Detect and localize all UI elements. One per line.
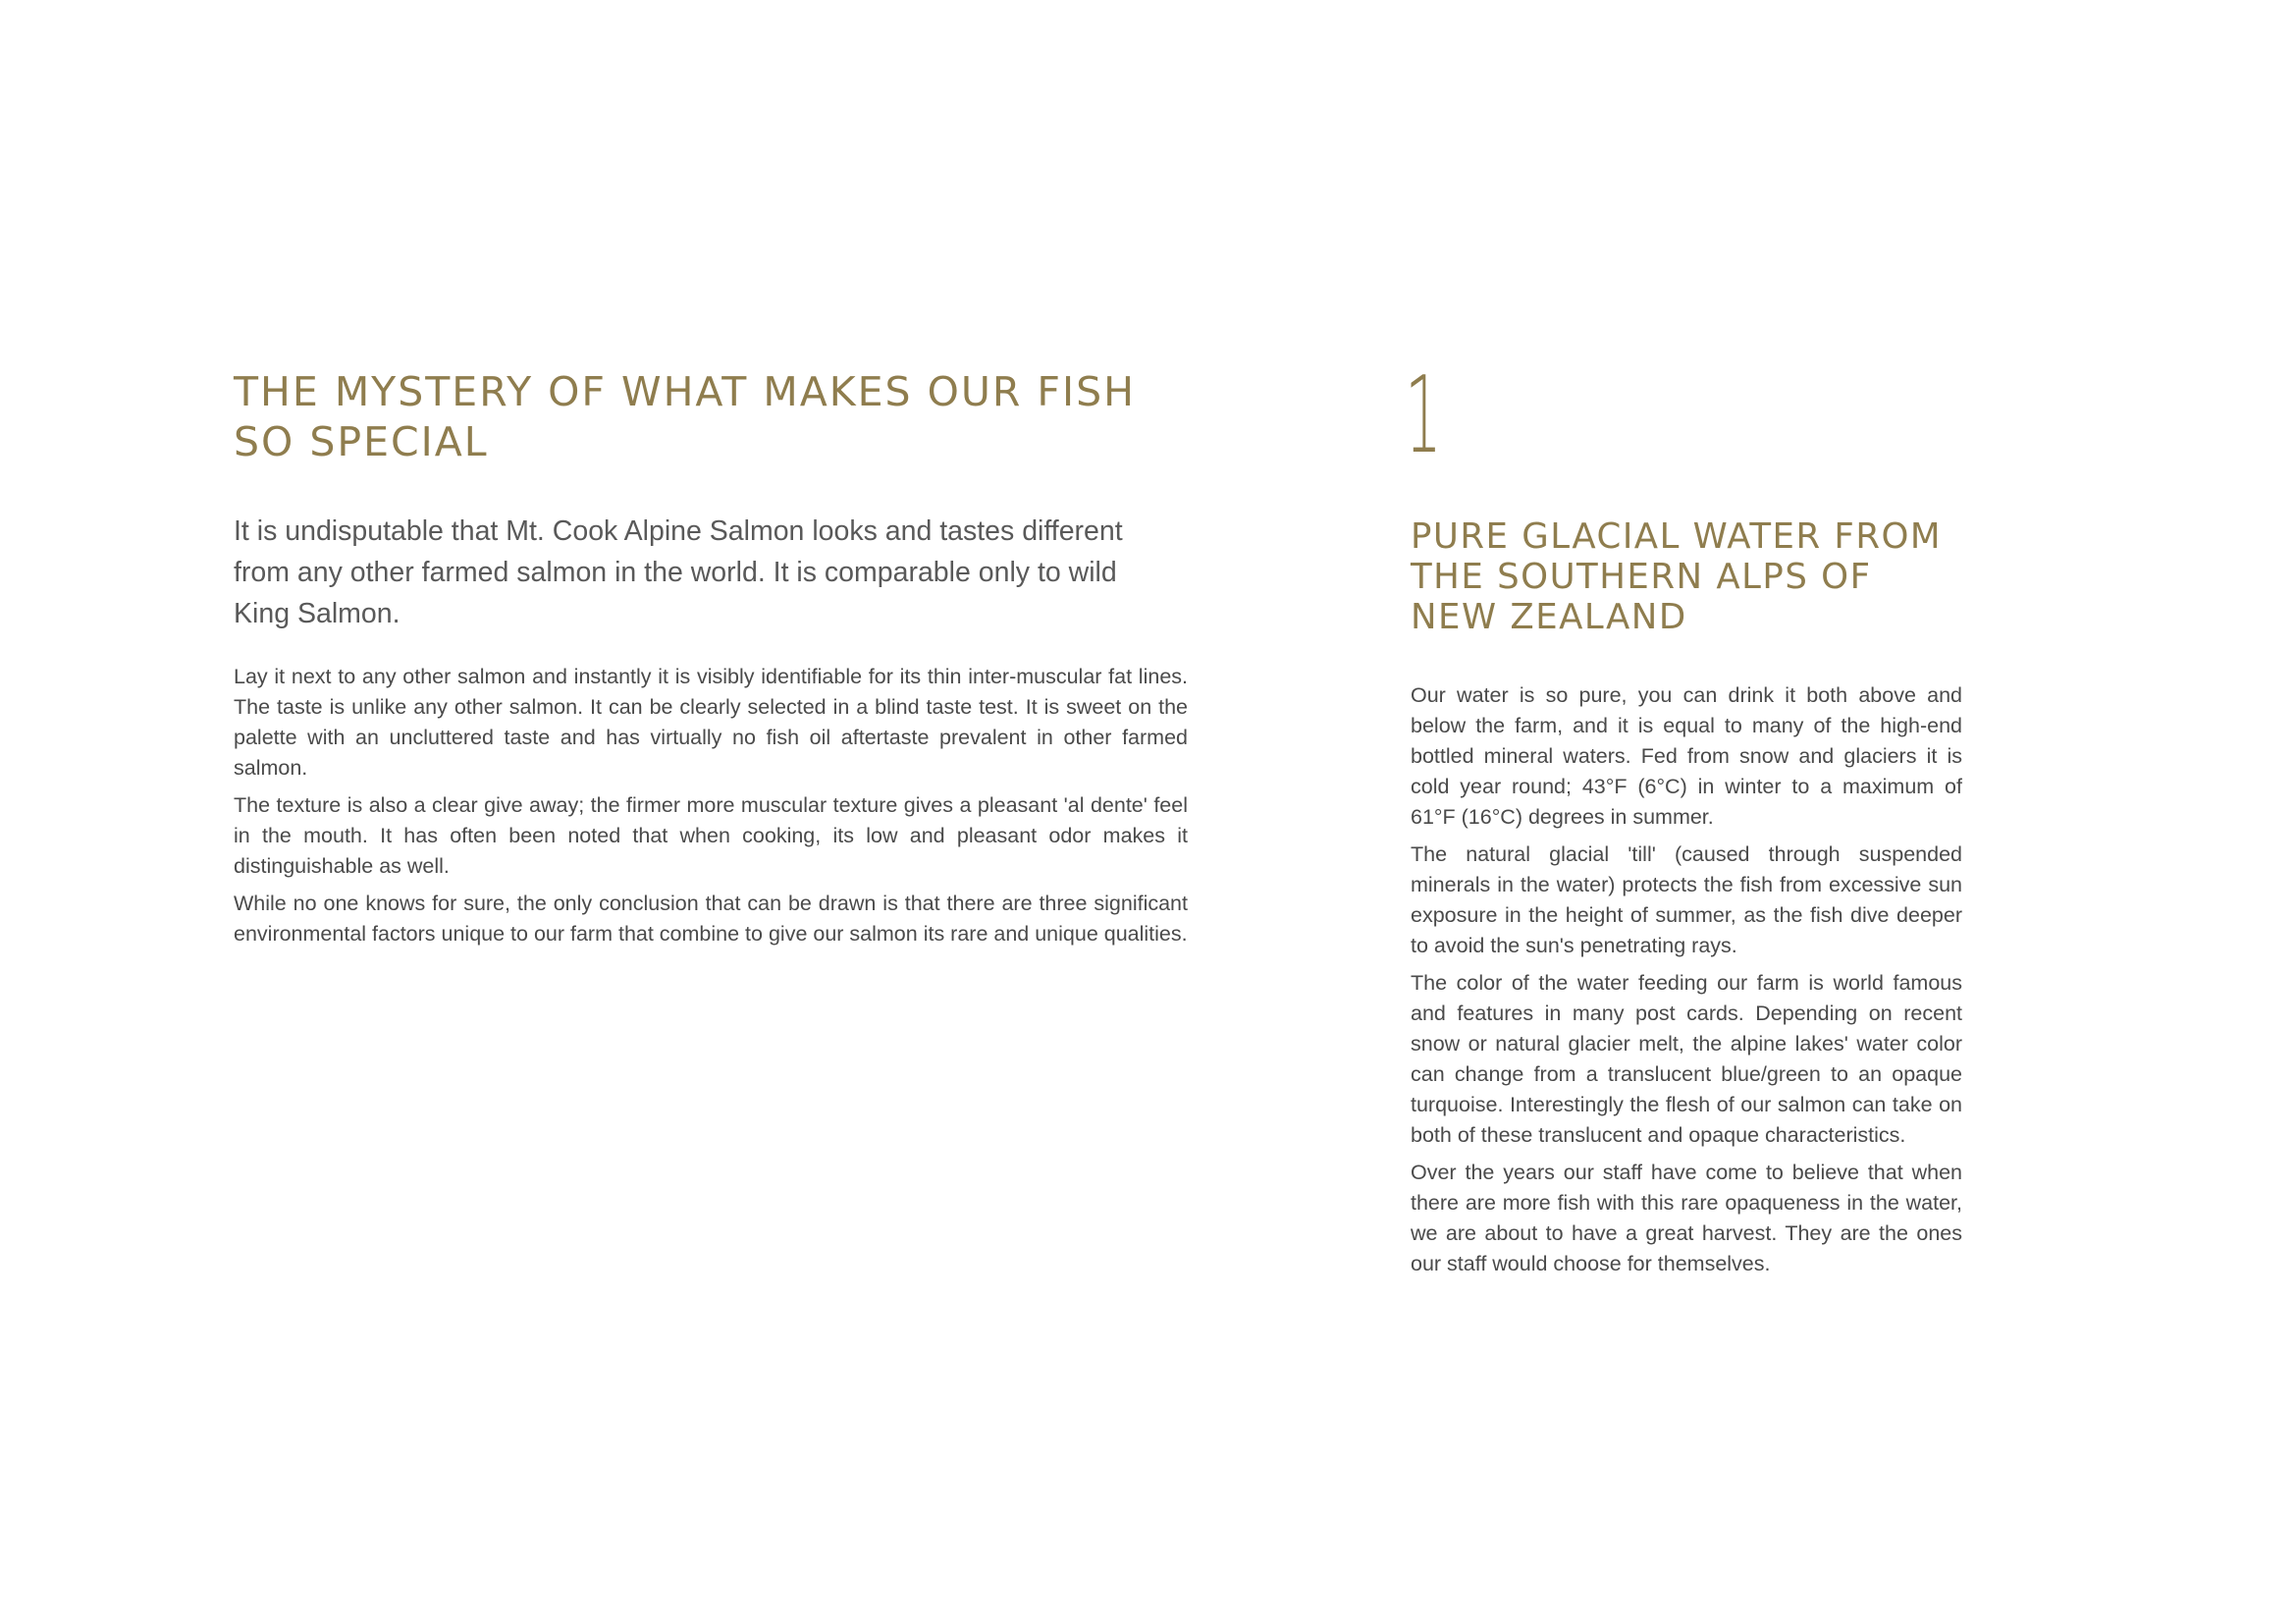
intro-column (234, 367, 1188, 956)
factor-body (1411, 680, 1962, 1279)
lead-paragraph: It is undisputable that Mt. Cook Alpine Salmon looks and tastes different from any other farmed salmon in the world. It is comparable only to wild King Salmon. (234, 515, 1123, 629)
section-heading (1411, 516, 1962, 637)
body-paragraph: Lay it next to any other salmon and instantly it is visibly identifiable for its thin inter-muscular fat lines. The taste is unlike any other salmon. It can be clearly selected in a blind taste test. It is sweet on the palette with an uncluttered taste and has virtually no fish oil aftertaste prevalent in other farmed salmon. (234, 665, 1188, 780)
intro-body (234, 662, 1188, 949)
body-paragraph: Our water is so pure, you can drink it both above and below the farm, and it is equal to many of the high-end bottled mineral waters. Fed from snow and glaciers it is cold year round; 43°F (6°C) in winter to a maximum of 61°F (16°C) degrees in summer. (1411, 683, 1962, 829)
heading-line: PURE GLACIAL WATER FROM (1411, 516, 1943, 557)
heading-line: NEW ZEALAND (1411, 597, 1687, 637)
section-number: 1 (1405, 354, 1442, 477)
body-paragraph: The texture is also a clear give away; the firmer more muscular texture gives a pleasant 'al dente' feel in the mouth. It has often been noted that when cooking, its low and pleasant odor makes it distinguishable as well. (234, 793, 1188, 878)
body-paragraph: The natural glacial 'till' (caused through suspended minerals in the water) protects the fish from excessive sun exposure in the height of summer, as the fish dive deeper to avoid the sun's penetrating rays. (1411, 842, 1962, 957)
body-paragraph: Over the years our staff have come to believe that when there are more fish with this rare opaqueness in the water, we are about to have a great harvest. They are the ones our staff would choose for themselves. (1411, 1161, 1962, 1275)
page-title: THE MYSTERY OF WHAT MAKES OUR FISH SO SPECIAL (234, 368, 1136, 465)
body-paragraph: The color of the water feeding our farm is world famous and features in many post cards. Depending on recent snow or natural glacier melt, the alpine lakes' water color can change from a translucent blue/green to an opaque turquoise. Interestingly the flesh of our salmon can take on both of these translucent and opaque characteristics. (1411, 971, 1962, 1147)
factor-one-column (1405, 354, 1962, 1286)
heading-line: THE SOUTHERN ALPS OF (1411, 557, 1872, 597)
body-paragraph: While no one knows for sure, the only conclusion that can be drawn is that there are three significant environmental factors unique to our farm that combine to give our salmon its rare and unique qualities. (234, 892, 1188, 946)
